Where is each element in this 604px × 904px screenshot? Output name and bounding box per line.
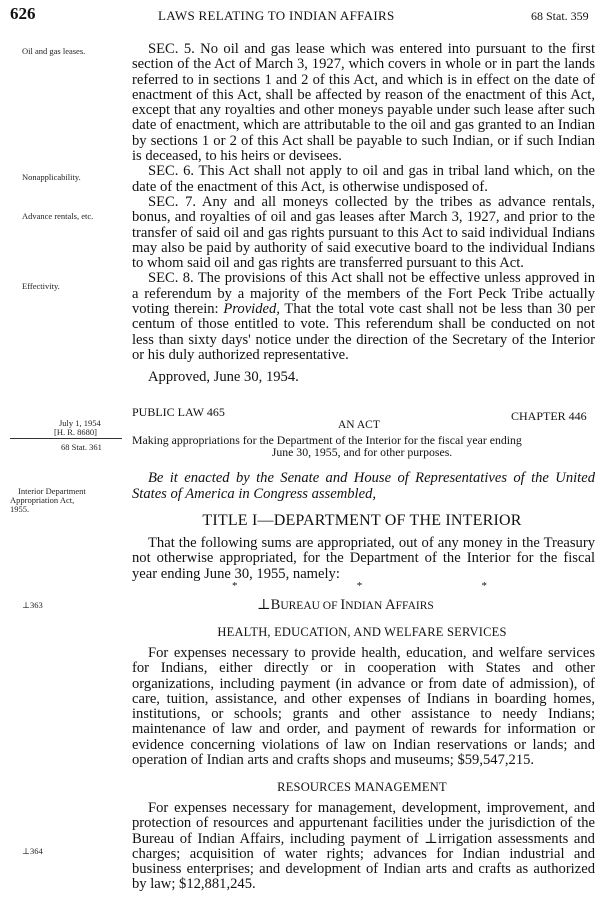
resources-text-part-a: For expenses necessary for management, development, improvement, and protection of resources and appurtenant facilities under the jurisdiction of the Bureau of Indian Affairs, including payment of xyxy=(132,800,595,847)
margin-ref-364: ⊥364 xyxy=(22,846,43,856)
bureau-letter-i: I xyxy=(340,597,346,613)
section-8 xyxy=(132,271,595,363)
star: * xyxy=(356,580,363,592)
approved-line: Approved, June 30, 1954. xyxy=(148,369,299,386)
page-number: 626 xyxy=(10,4,36,23)
margin-note-effectivity: Effectivity. xyxy=(22,281,60,291)
page-break-mark: ⊥ xyxy=(424,830,438,847)
an-act-heading: AN ACT xyxy=(338,419,380,431)
bureau-word-ffairs: FFAIRS xyxy=(395,600,434,612)
resources-paragraph xyxy=(132,801,595,893)
section-7: SEC. 7. Any and all moneys collected by the tribes as advance rentals, bonus, and royalties of oil and gas leases after March 3, 1927, and prior to the transfer of said oil and gas rights pursuant to this Act to said individual Indians may also be paid by authority of said executive board to the individual Indians to whom said oil and gas rights are transferred pursuant to this Act. xyxy=(132,193,595,272)
title-heading: TITLE I—DEPARTMENT OF THE INTERIOR xyxy=(202,512,522,529)
running-title: LAWS RELATING TO INDIAN AFFAIRS xyxy=(158,8,395,23)
sections-block xyxy=(132,42,595,386)
resources-heading: RESOURCES MANAGEMENT xyxy=(277,780,447,794)
margin-note-stat-361: 68 Stat. 361 xyxy=(61,442,102,452)
omission-stars xyxy=(232,580,487,592)
section-5: SEC. 5. No oil and gas lease which was entered into pursuant to the first section of the Act of March 3, 1927, which covers in whole or in part the lands referred to in sections 1 and 2 of this Act, and which is in effect on the date of enactment of this Act, shall be affected by reason of the enactment of this Act, except that any royalties and other moneys payable under such lease after such date of enactment, which are attributable to the oil and gas granted to an Indian by sections 1 or 2 of this Act shall be payable to such Indian, or if such Indian is deceased, to his heirs or devisees. xyxy=(132,41,595,165)
act-purpose xyxy=(132,434,592,459)
intro-text: That the following sums are appropriated, out of any money in the Treasury not otherwise appropriated, for the Department of the Interior for the fiscal year ending June 30, 1955, namely: xyxy=(132,535,595,582)
margin-ref-363: ⊥363 xyxy=(22,600,43,610)
bureau-letter-b: B xyxy=(270,597,281,613)
public-law-number: PUBLIC LAW 465 xyxy=(132,405,225,419)
health-paragraph xyxy=(132,646,595,768)
bureau-word-rest: UREAU OF xyxy=(280,600,341,612)
margin-note-date: July 1, 1954 xyxy=(59,418,101,428)
margin-rule xyxy=(10,438,122,439)
page-break-mark: ⊥ xyxy=(257,597,271,613)
star: * xyxy=(481,580,487,592)
section-8-part-a: SEC. 8. The provisions of this Act shall not be effective unless approved in a referendum by a majority of the members of the Fort Peck Tribe actually voting therein: xyxy=(132,270,595,318)
bureau-heading xyxy=(257,597,434,614)
enacting-text: Be it enacted by the Senate and House of Representatives of the United States of America in Congress assembled, xyxy=(132,470,595,502)
margin-note-interior-3: 1955. xyxy=(10,504,30,514)
section-8-part-b: That the total vote cast shall not be less than 30 per centum of those entitled to vote. This referendum shall be conducted on not less than sixty days' notice under the direction of the Secretary of the Interior or his duly authorized representative. xyxy=(132,301,595,363)
resources-text xyxy=(132,801,595,893)
margin-note-nonapplicability: Nonapplicability. xyxy=(22,172,81,182)
section-8-provided: Provided, xyxy=(223,301,280,318)
enacting-clause xyxy=(132,471,595,502)
section-6: SEC. 6. This Act shall not apply to oil and gas in tribal land which, on the date of the enactment of this Act, is otherwise undisposed of. xyxy=(132,163,595,195)
health-text: For expenses necessary to provide health, education, and welfare services for Indians, either directly or in cooperation with States and other organizations, including payment (in advance or from date of admission), of care, tuition, assistance, and other expenses of Indians in boarding homes, institutions, or schools; grants and other assistance to needy Indians; maintenance of law and order, and payment of rewards for information or evidence concerning violations of law on Indian reservations or lands; and operation of Indian arts and crafts shops and museums; $59,547,215. xyxy=(132,645,595,769)
bureau-letter-a: A xyxy=(385,597,396,613)
health-heading: HEALTH, EDUCATION, AND WELFARE SERVICES xyxy=(217,625,507,639)
resources-text-part-b: irrigation assessments and charges; acquisition of water rights; advances for Indian industrial and business enterprises; and development of Indian arts and crafts as authorized by law; $12,881,245. xyxy=(132,830,595,893)
margin-note-interior-1: Interior Department xyxy=(18,486,86,496)
stat-reference: 68 Stat. 359 xyxy=(531,9,589,23)
star: * xyxy=(232,580,238,592)
act-purpose-line-2: June 30, 1955, and for other purposes. xyxy=(271,445,453,460)
margin-note-bill: [H. R. 8680] xyxy=(54,427,97,437)
chapter-number: CHAPTER 446 xyxy=(511,409,587,423)
intro-paragraph xyxy=(132,536,595,582)
act-purpose-line-1: Making appropriations for the Department of the Interior for the fiscal year ending xyxy=(132,433,522,447)
bureau-word-ndian: NDIAN xyxy=(345,600,386,612)
margin-note-advance-rentals: Advance rentals, etc. xyxy=(22,211,94,221)
margin-note-interior-2: Appropriation Act, xyxy=(10,495,75,505)
margin-note-oil-gas: Oil and gas leases. xyxy=(22,46,86,56)
